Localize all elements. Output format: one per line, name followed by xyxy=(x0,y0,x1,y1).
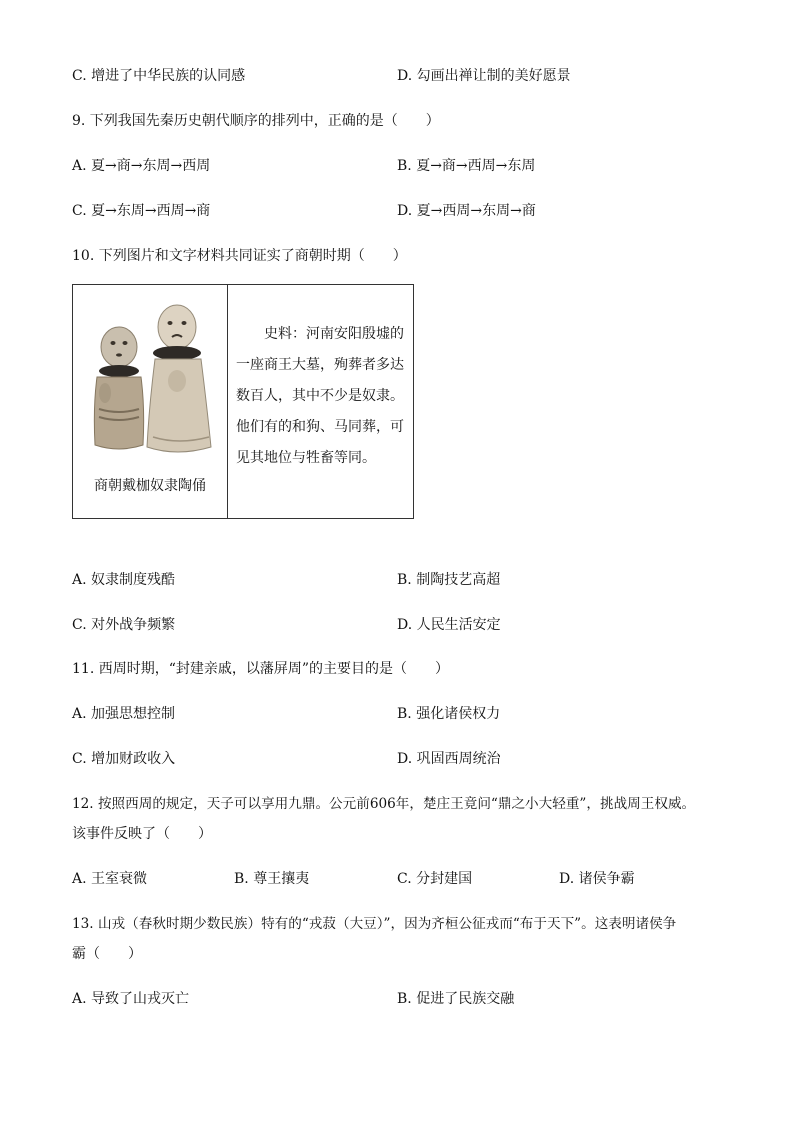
q10-option-b: B. 制陶技艺高超 xyxy=(397,572,501,588)
figure-caption: 商朝戴枷奴隶陶俑 xyxy=(94,478,206,494)
q13-stem-line1: 13. 山戎（春秋时期少数民族）特有的“戎菽（大豆）”，因为齐桓公征戎而“布于天下”。这表明诸侯争 xyxy=(72,916,677,932)
q13-option-a: A. 导致了山戎灭亡 xyxy=(72,991,190,1007)
q10-source-table xyxy=(72,284,414,519)
right-figurine xyxy=(147,305,211,452)
q10-stem: 10. 下列图片和文字材料共同证实了商朝时期（ ） xyxy=(72,248,407,264)
q13-stem-line2: 霸（ ） xyxy=(72,946,142,962)
q13-option-b: B. 促进了民族交融 xyxy=(397,991,515,1007)
q12-option-d: D. 诸侯争霸 xyxy=(559,871,635,887)
q11-option-a: A. 加强思想控制 xyxy=(72,706,176,722)
q9-option-d: D. 夏→西周→东周→商 xyxy=(397,203,536,219)
q8-option-d: D. 勾画出禅让制的美好愿景 xyxy=(397,68,571,84)
table-divider xyxy=(227,285,228,518)
q9-option-c: C. 夏→东周→西周→商 xyxy=(72,203,211,219)
q9-option-b: B. 夏→商→西周→东周 xyxy=(397,158,536,174)
pottery-figurines-image xyxy=(83,297,217,457)
q9-stem: 9. 下列我国先秦历史朝代顺序的排列中，正确的是（ ） xyxy=(72,113,440,129)
q11-option-d: D. 巩固西周统治 xyxy=(397,751,501,767)
source-line: 数百人，其中不少是奴隶。 xyxy=(236,388,404,404)
source-line: 史料：河南安阳殷墟的 xyxy=(236,326,404,342)
q11-stem: 11. 西周时期，“封建亲戚，以藩屏周”的主要目的是（ ） xyxy=(72,661,450,677)
historical-source-text xyxy=(236,319,408,474)
q10-option-a: A. 奴隶制度残酷 xyxy=(72,572,176,588)
q12-stem-line1: 12. 按照西周的规定，天子可以享用九鼎。公元前606年，楚庄王竟问“鼎之小大轻重”，挑战周王权威。 xyxy=(72,796,696,812)
q11-option-c: C. 增加财政收入 xyxy=(72,751,176,767)
q10-option-d: D. 人民生活安定 xyxy=(397,617,501,633)
q12-option-b: B. 尊王攘夷 xyxy=(234,871,310,887)
left-figurine xyxy=(94,327,143,449)
q12-option-c: C. 分封建国 xyxy=(397,871,473,887)
q9-option-a: A. 夏→商→东周→西周 xyxy=(72,158,211,174)
q12-stem-line2: 该事件反映了（ ） xyxy=(72,826,212,842)
source-line: 他们有的和狗、马同葬，可 xyxy=(236,419,404,435)
q11-option-b: B. 强化诸侯权力 xyxy=(397,706,501,722)
q10-option-c: C. 对外战争频繁 xyxy=(72,617,176,633)
source-line: 见其地位与牲畜等同。 xyxy=(236,450,376,466)
q8-option-c: C. 增进了中华民族的认同感 xyxy=(72,68,246,84)
q12-option-a: A. 王室衰微 xyxy=(72,871,148,887)
source-line: 一座商王大墓，殉葬者多达 xyxy=(236,357,404,373)
